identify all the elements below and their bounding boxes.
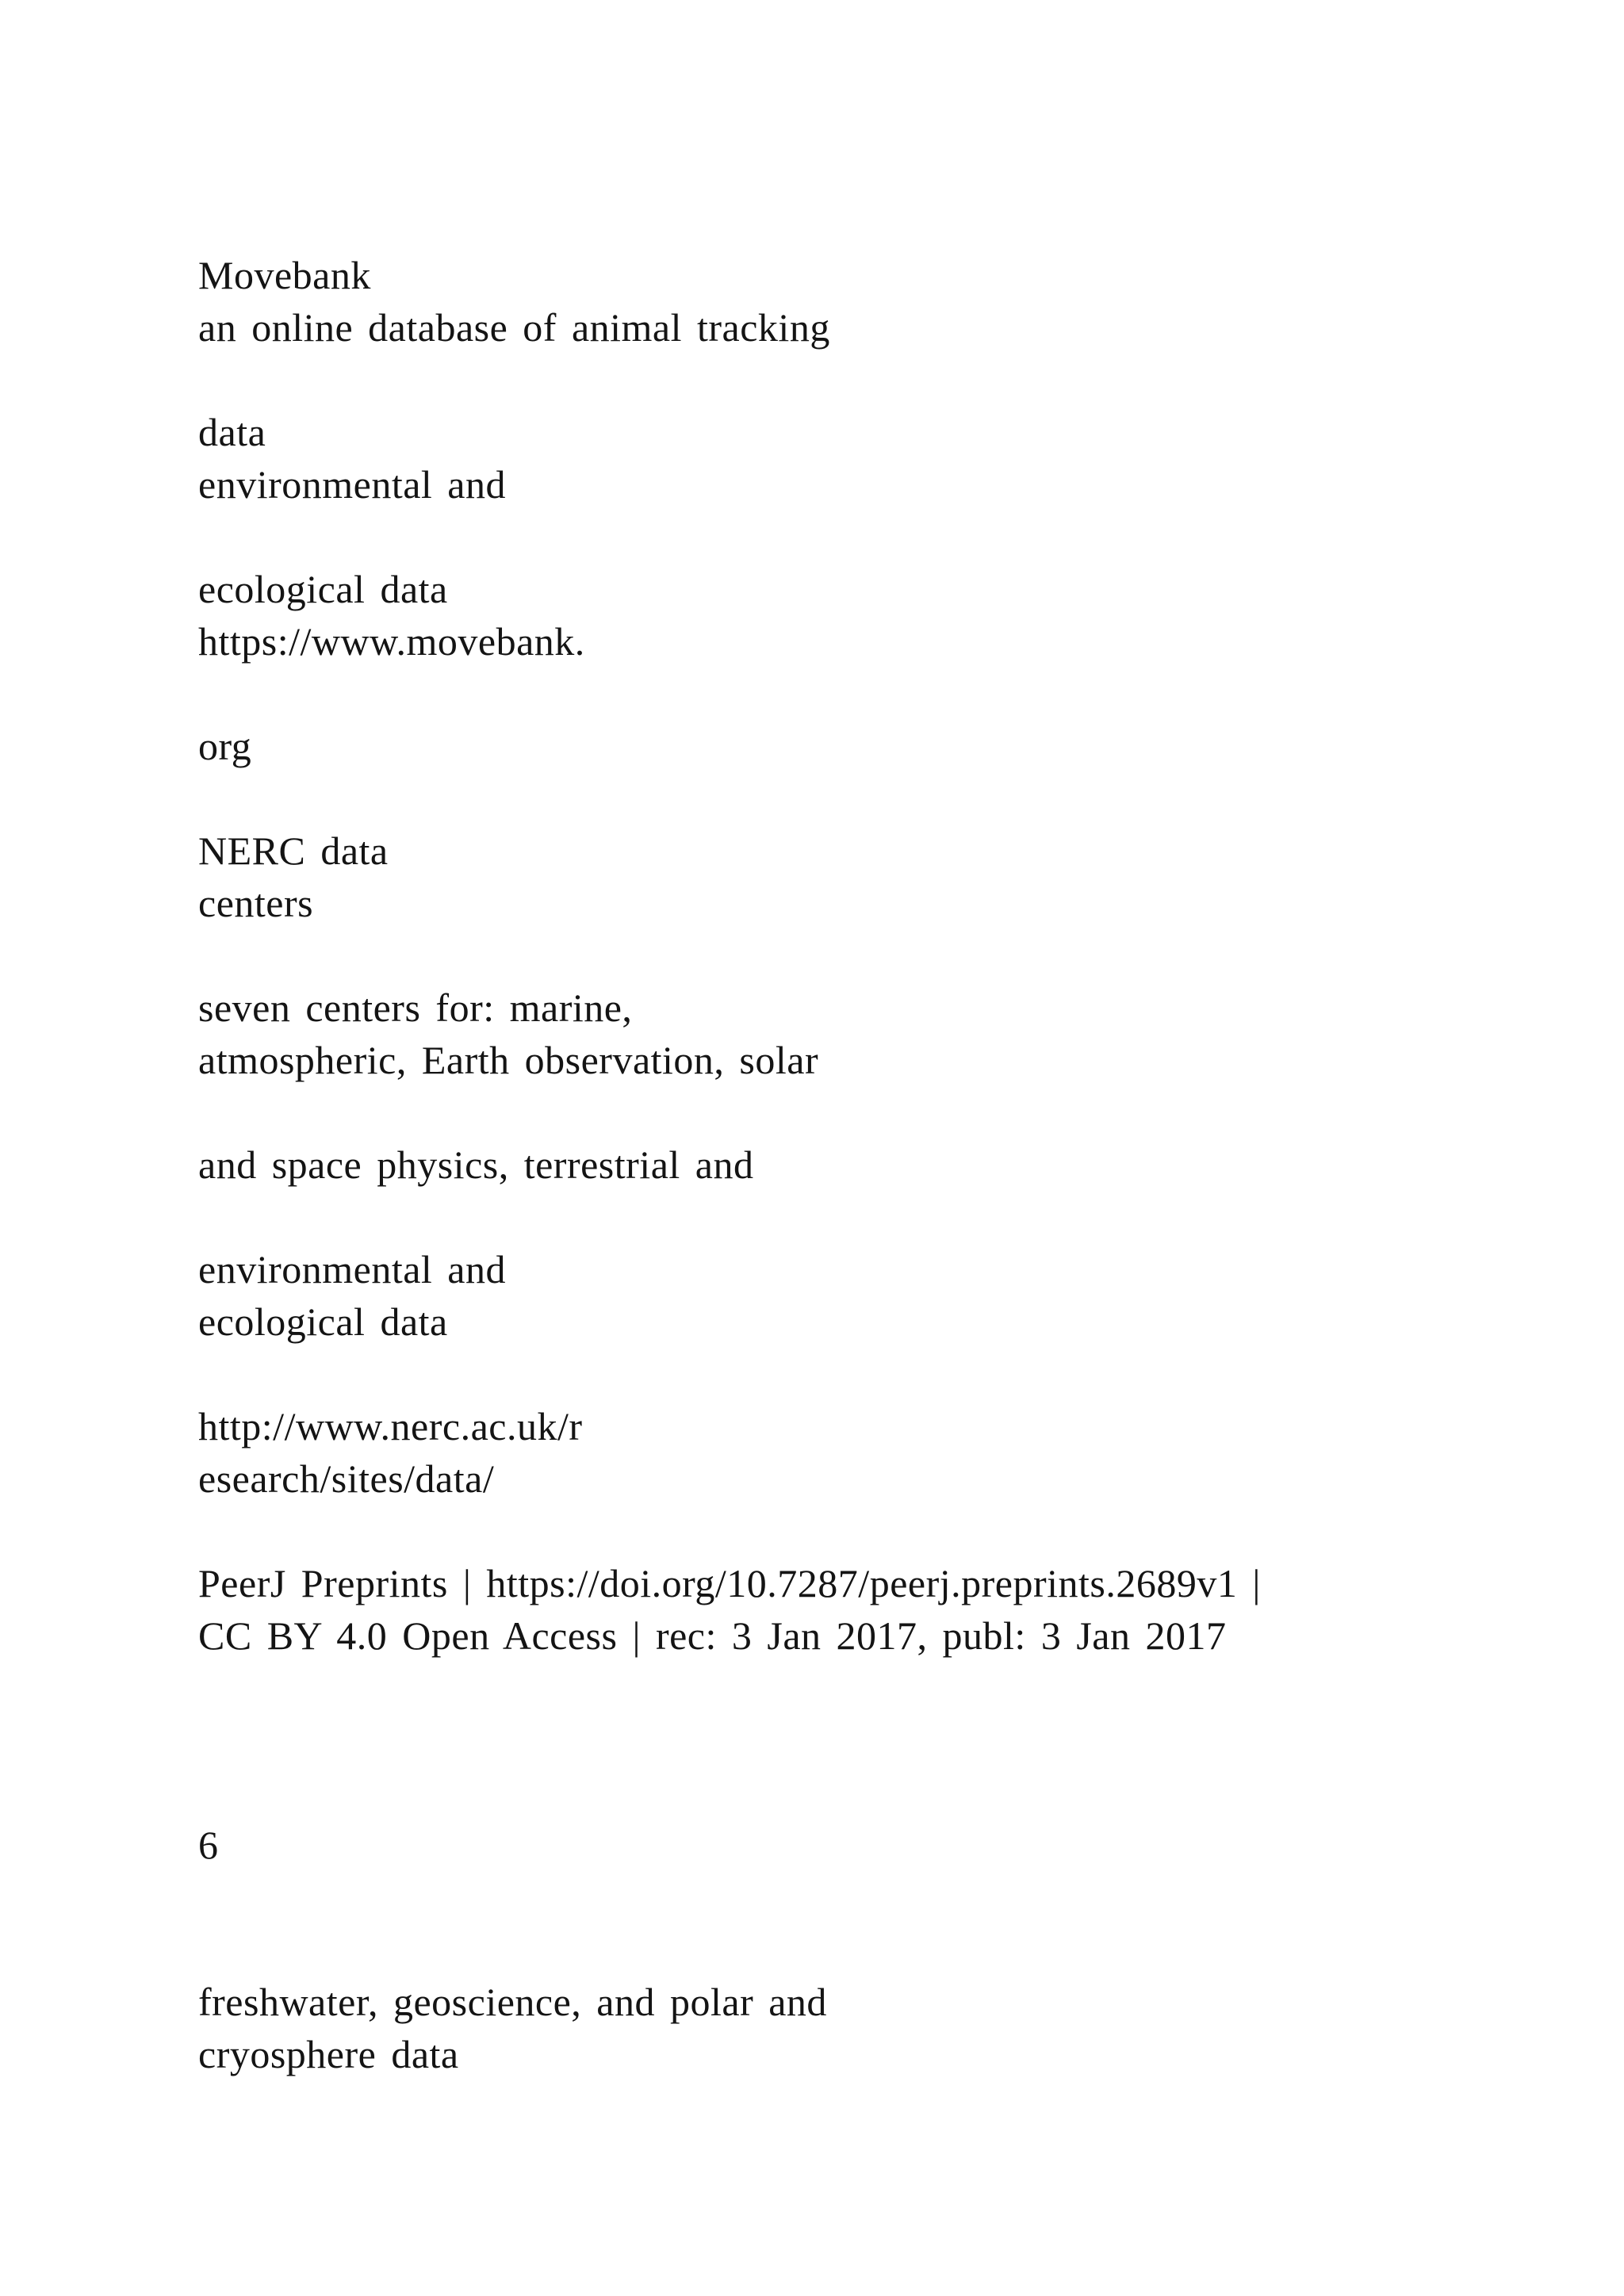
text-line: org [198, 724, 252, 768]
text-line: http://www.nerc.ac.uk/r [198, 1404, 583, 1448]
text-line: ecological data [198, 567, 448, 611]
text-line: atmospheric, Earth observation, solar [198, 1038, 819, 1082]
text-line: environmental and [198, 462, 506, 507]
text-line: an online database of animal tracking [198, 305, 830, 350]
page-number: 6 [198, 1823, 219, 1867]
text-line: Movebank [198, 253, 371, 297]
footer-license-line: CC BY 4.0 Open Access | rec: 3 Jan 2017, publ: 3 Jan 2017 [198, 1613, 1227, 1658]
text-line: cryosphere data [198, 2032, 459, 2076]
text-line: NERC data [198, 828, 389, 873]
text-line: esearch/sites/data/ [198, 1456, 495, 1501]
text-line: environmental and [198, 1247, 506, 1292]
text-line: seven centers for: marine, [198, 985, 633, 1030]
text-line: and space physics, terrestrial and [198, 1142, 754, 1187]
text-line: ecological data [198, 1299, 448, 1344]
text-line: https://www.movebank. [198, 619, 585, 664]
footer-citation-line: PeerJ Preprints | https://doi.org/10.7287/peerj.preprints.2689v1 | [198, 1561, 1261, 1605]
text-line: centers [198, 881, 314, 925]
text-line: freshwater, geoscience, and polar and [198, 1980, 827, 2024]
text-line: data [198, 410, 266, 454]
